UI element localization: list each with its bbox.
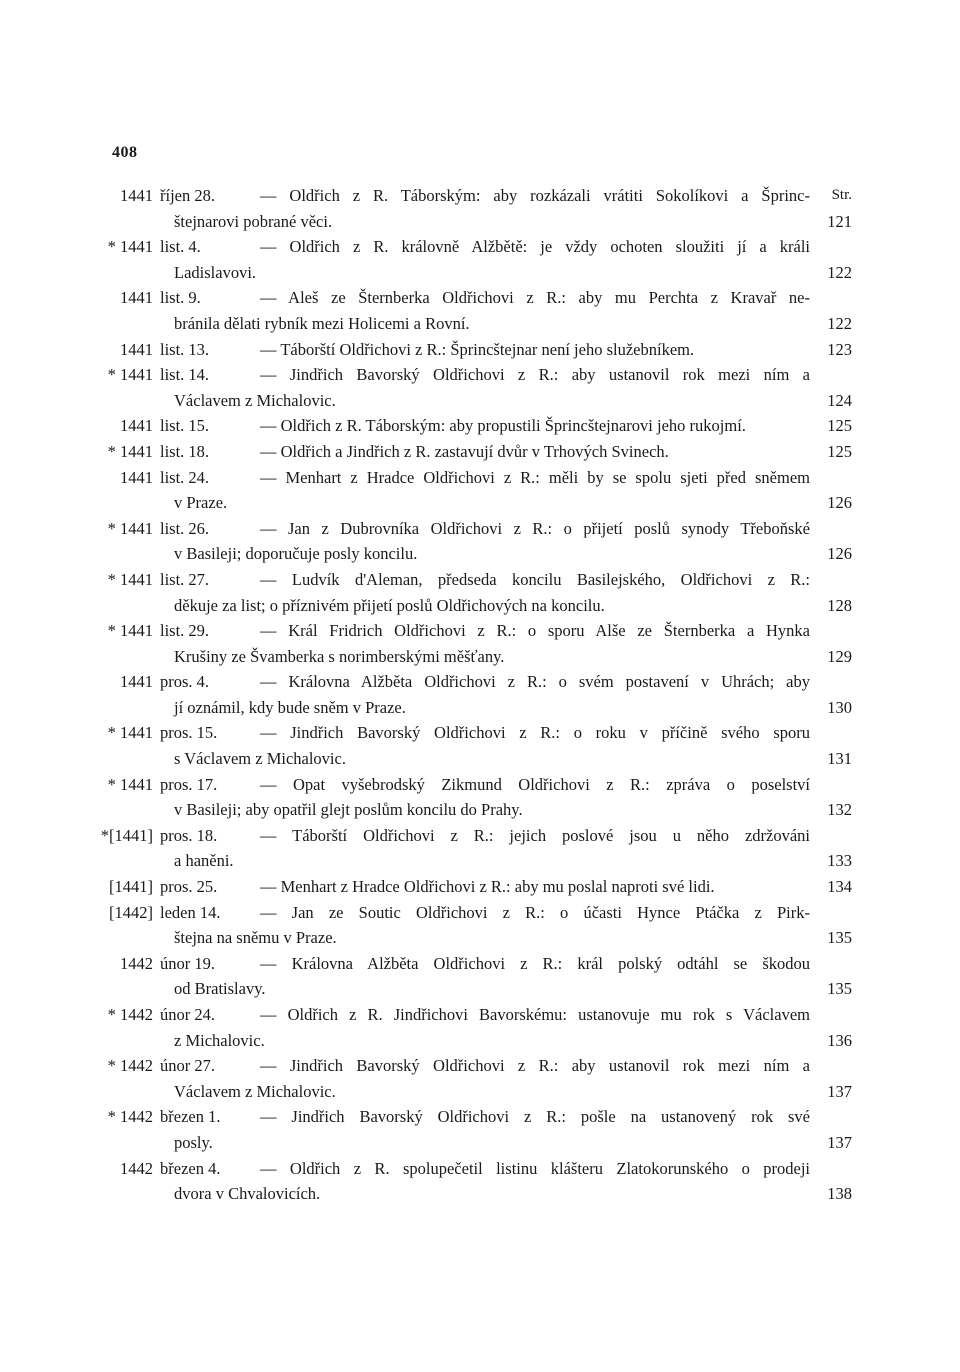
- entry-summary: — Aleš ze Šternberka Oldřichovi z R.: aby mu Perchta z Kravař ne-: [260, 288, 810, 308]
- entry-line: [0, 746, 960, 772]
- entry-line: [0, 797, 960, 823]
- page-reference: 134: [827, 877, 852, 897]
- page-reference: 122: [827, 262, 852, 282]
- entry-line: [0, 1053, 960, 1079]
- entry-summary-continued: Krušiny ze Švamberka s norimberskými měšťany.: [174, 646, 505, 666]
- page-reference: 129: [827, 646, 852, 666]
- entry-summary-continued: Václavem z Michalovic.: [174, 390, 336, 410]
- entry-day: únor 27.: [160, 1056, 215, 1076]
- entry-line: [0, 925, 960, 951]
- register-entry: [0, 900, 960, 951]
- entry-year: 1441: [120, 288, 153, 308]
- entry-summary-continued: a haněni.: [174, 851, 234, 871]
- entry-line: [0, 388, 960, 414]
- entry-summary: — Táborští Oldřichovi z R.: jejich poslové jsou u něho zdržováni: [260, 825, 810, 845]
- entry-summary-continued: Václavem z Michalovic.: [174, 1081, 336, 1101]
- register-entry: [0, 285, 960, 336]
- entry-day: březen 1.: [160, 1107, 221, 1127]
- entry-summary: — Táborští Oldřichovi z R.: Šprincštejnar není jeho služebníkem.: [260, 339, 695, 359]
- page-reference: 136: [827, 1030, 852, 1050]
- page-reference: 121: [827, 211, 852, 231]
- entry-summary-continued: bránila dělati rybník mezi Holicemi a Rovní.: [174, 313, 470, 333]
- entry-line: [0, 362, 960, 388]
- register-entry: [0, 516, 960, 567]
- entry-summary: — Oldřich a Jindřich z R. zastavují dvůr v Trhových Svinech.: [260, 441, 669, 461]
- entry-line: [0, 951, 960, 977]
- column-header-str: Str.: [831, 187, 852, 203]
- entry-line: [0, 1130, 960, 1156]
- entry-year: * 1441: [107, 237, 153, 257]
- register-entry: [0, 439, 960, 465]
- register-entry: [0, 1156, 960, 1207]
- entry-day: list. 29.: [160, 621, 210, 641]
- entry-year: * 1442: [107, 1056, 153, 1076]
- page-reference: 125: [827, 416, 852, 436]
- entry-line: [0, 618, 960, 644]
- entry-line: [0, 490, 960, 516]
- register-entry: [0, 1002, 960, 1053]
- entry-line: [0, 772, 960, 798]
- entry-line: [0, 720, 960, 746]
- entry-day: leden 14.: [160, 902, 221, 922]
- page-reference: 122: [827, 313, 852, 333]
- entry-year: * 1441: [107, 569, 153, 589]
- register-entry: [0, 465, 960, 516]
- page-reference: 125: [827, 441, 852, 461]
- entry-line: [0, 183, 960, 209]
- page-reference: 131: [827, 749, 852, 769]
- page-reference: 126: [827, 493, 852, 513]
- entry-summary: — Jan z Dubrovníka Oldřichovi z R.: o přijetí poslů synody Třeboňské: [260, 518, 810, 538]
- entry-summary: — Ludvík d'Aleman, předseda koncilu Basilejského, Oldřichovi z R.:: [260, 569, 810, 589]
- register-entry: [0, 669, 960, 720]
- entry-summary: — Král Fridrich Oldřichovi z R.: o sporu Alše ze Šternberka a Hynka: [260, 621, 810, 641]
- entry-summary: — Oldřich z R. spolupečetil listinu klášteru Zlatokorunského o prodeji: [260, 1158, 810, 1178]
- entry-summary-continued: štejnarovi pobrané věci.: [174, 211, 333, 231]
- entry-line: [0, 311, 960, 337]
- entry-day: pros. 15.: [160, 723, 218, 743]
- register-entry: [0, 337, 960, 363]
- entry-line: [0, 260, 960, 286]
- entry-day: pros. 4.: [160, 672, 210, 692]
- entry-year: * 1441: [107, 518, 153, 538]
- register-entry: [0, 618, 960, 669]
- entry-year: 1441: [120, 672, 153, 692]
- entry-year: * 1441: [107, 365, 153, 385]
- entry-summary-continued: posly.: [174, 1132, 213, 1152]
- entry-year: *[1441]: [100, 825, 153, 845]
- entry-year: * 1442: [107, 1107, 153, 1127]
- register-entry: [0, 720, 960, 771]
- entry-day: pros. 18.: [160, 825, 218, 845]
- register-entry: [0, 234, 960, 285]
- entry-line: [0, 1181, 960, 1207]
- entry-summary-continued: děkuje za list; o příznivém přijetí poslů Oldřichových na koncilu.: [174, 595, 605, 615]
- entry-year: 1441: [120, 416, 153, 436]
- register-entry: [0, 951, 960, 1002]
- entry-summary: — Menhart z Hradce Oldřichovi z R.: aby mu poslal naproti své lidi.: [260, 877, 715, 897]
- entry-summary-continued: v Praze.: [174, 493, 228, 513]
- page-number: 408: [112, 144, 138, 161]
- entry-day: list. 24.: [160, 467, 210, 487]
- entry-summary-continued: jí oznámil, kdy bude sněm v Praze.: [174, 697, 406, 717]
- entry-line: [0, 1002, 960, 1028]
- page-reference: 132: [827, 800, 852, 820]
- entry-summary: — Oldřich z R. Táborským: aby propustili Šprincštejnarovi jeho rukojmí.: [260, 416, 746, 436]
- entry-day: list. 27.: [160, 569, 210, 589]
- entry-line: [0, 900, 960, 926]
- entry-line: [0, 413, 960, 439]
- entry-year: [1442]: [109, 902, 153, 922]
- entry-summary: — Jindřich Bavorský Oldřichovi z R.: pošle na ustanovený rok své: [260, 1107, 810, 1127]
- page-reference: 135: [827, 928, 852, 948]
- page-reference: 137: [827, 1081, 852, 1101]
- page-reference: 133: [827, 851, 852, 871]
- entry-year: * 1441: [107, 774, 153, 794]
- page-reference: 123: [827, 339, 852, 359]
- entry-line: [0, 234, 960, 260]
- entry-summary-continued: z Michalovic.: [174, 1030, 265, 1050]
- entry-line: [0, 209, 960, 235]
- entry-day: list. 26.: [160, 518, 210, 538]
- register-entry: [0, 362, 960, 413]
- entry-summary: — Královna Alžběta Oldřichovi z R.: král polský odtáhl se škodou: [260, 953, 810, 973]
- entry-summary-continued: v Basileji; aby opatřil glejt poslům koncilu do Prahy.: [174, 800, 523, 820]
- register-entry: [0, 183, 960, 234]
- entry-line: [0, 1156, 960, 1182]
- register-entry: [0, 1104, 960, 1155]
- entry-day: list. 13.: [160, 339, 210, 359]
- entry-year: 1441: [120, 339, 153, 359]
- entry-line: [0, 848, 960, 874]
- page-reference: 124: [827, 390, 852, 410]
- entry-line: [0, 669, 960, 695]
- entry-line: [0, 593, 960, 619]
- entry-day: list. 9.: [160, 288, 201, 308]
- entry-summary: — Oldřich z R. Táborským: aby rozkázali vrátiti Sokolíkovi a Šprinc-: [260, 186, 810, 205]
- entry-summary: — Jindřich Bavorský Oldřichovi z R.: aby ustanovil rok mezi ním a: [260, 365, 810, 385]
- entry-year: * 1441: [107, 723, 153, 743]
- entry-line: [0, 1028, 960, 1054]
- entry-list: [0, 183, 960, 1207]
- entry-summary: — Královna Alžběta Oldřichovi z R.: o svém postavení v Uhrách; aby: [260, 672, 810, 692]
- entry-year: 1441: [120, 186, 153, 205]
- entry-year: 1442: [120, 1158, 153, 1178]
- entry-line: [0, 1104, 960, 1130]
- entry-summary-continued: dvora v Chvalovicích.: [174, 1184, 321, 1204]
- register-entry: [0, 567, 960, 618]
- page-reference: 128: [827, 595, 852, 615]
- entry-summary: — Menhart z Hradce Oldřichovi z R.: měli by se spolu sjeti před sněmem: [260, 467, 810, 487]
- entry-line: [0, 465, 960, 491]
- entry-line: [0, 337, 960, 363]
- entry-summary: — Oldřich z R. královně Alžbětě: je vždy ochoten sloužiti jí a králi: [260, 237, 810, 257]
- entry-line: [0, 439, 960, 465]
- entry-summary-continued: s Václavem z Michalovic.: [174, 749, 346, 769]
- entry-summary: — Oldřich z R. Jindřichovi Bavorskému: ustanovuje mu rok s Václavem: [260, 1005, 810, 1024]
- entry-day: list. 4.: [160, 237, 201, 257]
- entry-day: únor 19.: [160, 953, 215, 973]
- entry-day: list. 14.: [160, 365, 210, 385]
- entry-line: [0, 823, 960, 849]
- entry-year: * 1442: [107, 1005, 153, 1024]
- entry-line: [0, 285, 960, 311]
- entry-day: list. 15.: [160, 416, 210, 436]
- entry-summary-continued: štejna na sněmu v Praze.: [174, 928, 337, 948]
- entry-day: list. 18.: [160, 441, 210, 461]
- entry-line: [0, 516, 960, 542]
- register-entry: [0, 413, 960, 439]
- entry-line: [0, 874, 960, 900]
- page-reference: 137: [827, 1132, 852, 1152]
- entry-line: [0, 1079, 960, 1105]
- register-entry: [0, 874, 960, 900]
- entry-year: * 1441: [107, 621, 153, 641]
- entry-summary-continued: od Bratislavy.: [174, 979, 266, 999]
- entry-day: říjen 28.: [160, 186, 215, 205]
- register-entry: [0, 772, 960, 823]
- entry-day: pros. 17.: [160, 774, 218, 794]
- entry-year: 1441: [120, 467, 153, 487]
- entry-summary: — Jindřich Bavorský Oldřichovi z R.: aby ustanovil rok mezi ním a: [260, 1056, 810, 1076]
- entry-year: 1442: [120, 953, 153, 973]
- page-reference: 135: [827, 979, 852, 999]
- entry-year: * 1441: [107, 441, 153, 461]
- entry-line: [0, 541, 960, 567]
- entry-day: únor 24.: [160, 1005, 215, 1024]
- entry-summary: — Opat vyšebrodský Zikmund Oldřichovi z R.: zpráva o poselství: [260, 774, 810, 794]
- entry-day: březen 4.: [160, 1158, 221, 1178]
- entry-day: pros. 25.: [160, 877, 218, 897]
- page-reference: 130: [827, 697, 852, 717]
- entry-summary: — Jan ze Soutic Oldřichovi z R.: o účasti Hynce Ptáčka z Pirk-: [260, 902, 810, 922]
- entry-line: [0, 695, 960, 721]
- entry-summary-continued: Ladislavovi.: [174, 262, 257, 282]
- register-entry: [0, 1053, 960, 1104]
- entry-year: [1441]: [109, 877, 153, 897]
- page-reference: 126: [827, 544, 852, 564]
- entry-line: [0, 976, 960, 1002]
- entry-summary-continued: v Basileji; doporučuje posly koncilu.: [174, 544, 418, 564]
- entry-line: [0, 567, 960, 593]
- entry-summary: — Jindřich Bavorský Oldřichovi z R.: o roku v příčině svého sporu: [260, 723, 810, 743]
- register-entry: [0, 823, 960, 874]
- page-reference: 138: [827, 1184, 852, 1204]
- entry-line: [0, 644, 960, 670]
